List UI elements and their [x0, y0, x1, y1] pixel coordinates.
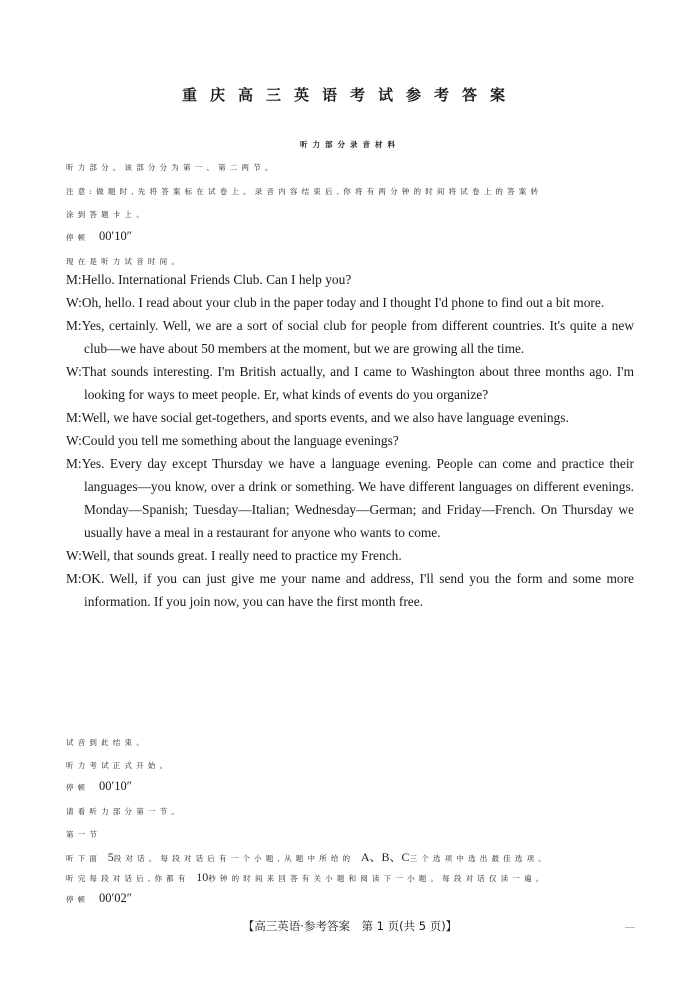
utterance-text: Well, that sounds great. I really need to practice my French. — [81, 548, 402, 563]
dialogue-turn — [66, 291, 634, 314]
speaker-label: M: — [66, 318, 82, 333]
page-title: 重庆高三英语考试参考答案 — [181, 86, 518, 104]
page-footer: 【高三英语·参考答案 第 1 页(共 5 页)】 — [242, 919, 458, 933]
utterance-text: Yes. Every day except Thursday we have a language evening. People can come and practice their languages—you know, over a drink or something. We have different languages on different evenings. Monday—Spanish; Tuesday—Italian; Wednesday—German; and Friday—French. On Thursday we usually have a meal in a restaurant for anyone who wants to come. — [81, 456, 634, 540]
dialogue-turn — [66, 268, 634, 291]
dialogue-turn — [66, 567, 634, 613]
pause-1 — [66, 229, 132, 244]
speaker-label: M: — [66, 571, 82, 586]
see-section: 请看听力部分第一节。 — [66, 807, 183, 816]
trial-end: 试音到此结束。 — [66, 738, 148, 747]
pause-3 — [66, 891, 132, 906]
pause-time: 00′10″ — [99, 779, 132, 793]
intro-line-2: 注意:做题时,先将答案标在试卷上。录音内容结束后,你将有两分钟的时间将试卷上的答案转 — [66, 187, 543, 196]
instruction-text: 段对话。每段对话后有一个小题,从题中所给的 — [113, 854, 355, 863]
instruction-line-2 — [66, 870, 548, 885]
speaker-label: W: — [66, 364, 82, 379]
dialogue-turn — [66, 360, 634, 406]
dialogue-turn — [66, 452, 634, 544]
dialogue-turn — [66, 406, 634, 429]
dialogue — [66, 268, 634, 613]
pause-time: 00′10″ — [99, 229, 132, 243]
pause-label: 停顿 — [66, 895, 89, 904]
exam-start: 听力考试正式开始。 — [66, 761, 172, 770]
dialogue-turn — [66, 544, 634, 567]
instruction-text: 听下面 — [66, 854, 102, 863]
instruction-line-1 — [66, 848, 550, 865]
utterance-text: Oh, hello. I read about your club in the paper today and I thought I'd phone to find out a bit more. — [81, 295, 605, 310]
pause-label: 停顿 — [66, 783, 89, 792]
speaker-label: W: — [66, 548, 82, 563]
section-label: 第一节 — [66, 830, 102, 839]
pause-time: 00′02″ — [99, 891, 132, 905]
instruction-text: 三个选项中选出最佳选项。 — [409, 854, 550, 863]
intro-line-1: 听力部分。该部分分为第一、第二两节。 — [66, 163, 277, 172]
pause-label: 停顿 — [66, 233, 89, 242]
intro-line-3: 涂到答题卡上。 — [66, 210, 148, 219]
instruction-text: 听完每段对话后,你都有 — [66, 874, 190, 883]
instruction-number: 5 — [107, 850, 114, 864]
trial-notice: 现在是听力试音时间。 — [66, 257, 183, 266]
speaker-label: W: — [66, 433, 82, 448]
instruction-text: 秒钟的时间来回答有关小题和阅读下一小题。每段对话仅读一遍。 — [208, 874, 548, 883]
speaker-label: M: — [66, 410, 82, 425]
utterance-text: Yes, certainly. Well, we are a sort of social club for people from different countries. It's quite a new club—we have about 50 members at the moment, but we are growing all the time. — [81, 318, 634, 356]
instruction-options: A、B、C — [360, 850, 410, 864]
utterance-text: Could you tell me something about the language evenings? — [81, 433, 399, 448]
utterance-text: Hello. International Friends Club. Can I help you? — [81, 272, 352, 287]
section-subtitle: 听力部分录音材料 — [300, 140, 400, 149]
utterance-text: OK. Well, if you can just give me your name and address, I'll send you the form and some more information. If you join now, you can have the first month free. — [81, 571, 634, 609]
corner-mark — [625, 927, 635, 928]
dialogue-turn — [66, 314, 634, 360]
instruction-number: 10 — [196, 870, 209, 884]
utterance-text: Well, we have social get-togethers, and sports events, and we also have language evenings. — [81, 410, 569, 425]
pause-2 — [66, 779, 132, 794]
speaker-label: W: — [66, 295, 82, 310]
dialogue-turn — [66, 429, 634, 452]
speaker-label: M: — [66, 272, 82, 287]
utterance-text: That sounds interesting. I'm British actually, and I came to Washington about three months ago. I'm looking for ways to meet people. Er, what kinds of events do you organize? — [81, 364, 634, 402]
speaker-label: M: — [66, 456, 82, 471]
